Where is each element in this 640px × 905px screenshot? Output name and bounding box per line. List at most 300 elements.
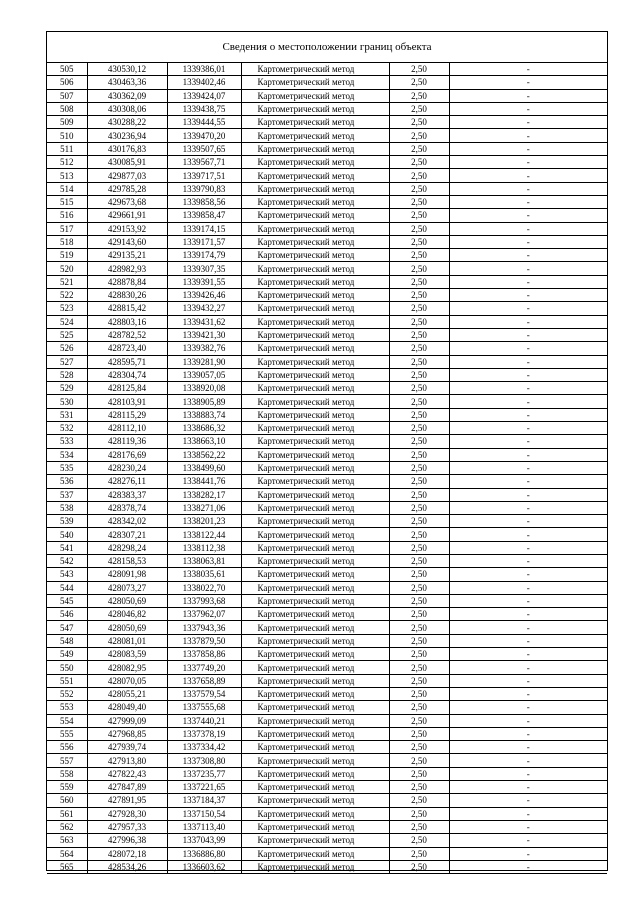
accuracy-cell: 2,50 xyxy=(389,475,449,488)
accuracy-cell: 2,50 xyxy=(389,501,449,514)
method-cell: Картометрический метод xyxy=(241,382,389,395)
y-coordinate-cell: 1339421,30 xyxy=(167,328,241,341)
accuracy-cell: 2,50 xyxy=(389,608,449,621)
y-coordinate-cell: 1337658,89 xyxy=(167,674,241,687)
point-number-cell: 544 xyxy=(47,581,87,594)
description-cell: - xyxy=(449,727,607,740)
method-cell: Картометрический метод xyxy=(241,488,389,501)
table-row xyxy=(47,302,607,315)
table-row xyxy=(47,129,607,142)
x-coordinate-cell: 428112,10 xyxy=(87,422,167,435)
point-number-cell: 508 xyxy=(47,102,87,115)
point-number-cell: 530 xyxy=(47,395,87,408)
method-cell: Картометрический метод xyxy=(241,435,389,448)
point-number-cell: 545 xyxy=(47,594,87,607)
description-cell: - xyxy=(449,408,607,421)
y-coordinate-cell: 1336603,62 xyxy=(167,860,241,873)
x-coordinate-cell: 430463,36 xyxy=(87,76,167,89)
method-cell: Картометрический метод xyxy=(241,701,389,714)
description-cell: - xyxy=(449,249,607,262)
accuracy-cell: 2,50 xyxy=(389,209,449,222)
accuracy-cell: 2,50 xyxy=(389,422,449,435)
accuracy-cell: 2,50 xyxy=(389,408,449,421)
x-coordinate-cell: 428091,98 xyxy=(87,568,167,581)
description-cell: - xyxy=(449,328,607,341)
x-coordinate-cell: 430236,94 xyxy=(87,129,167,142)
x-coordinate-cell: 429673,68 xyxy=(87,195,167,208)
point-number-cell: 521 xyxy=(47,275,87,288)
x-coordinate-cell: 427939,74 xyxy=(87,741,167,754)
y-coordinate-cell: 1338122,44 xyxy=(167,528,241,541)
method-cell: Картометрический метод xyxy=(241,422,389,435)
table-row xyxy=(47,581,607,594)
coordinates-table xyxy=(47,63,607,874)
table-row xyxy=(47,89,607,102)
x-coordinate-cell: 428298,24 xyxy=(87,541,167,554)
description-cell: - xyxy=(449,368,607,381)
method-cell: Картометрический метод xyxy=(241,129,389,142)
table-row xyxy=(47,315,607,328)
description-cell: - xyxy=(449,661,607,674)
y-coordinate-cell: 1339438,75 xyxy=(167,102,241,115)
accuracy-cell: 2,50 xyxy=(389,515,449,528)
y-coordinate-cell: 1337879,50 xyxy=(167,634,241,647)
table-row xyxy=(47,169,607,182)
table-row xyxy=(47,116,607,129)
accuracy-cell: 2,50 xyxy=(389,621,449,634)
method-cell: Картометрический метод xyxy=(241,741,389,754)
x-coordinate-cell: 428723,40 xyxy=(87,342,167,355)
accuracy-cell: 2,50 xyxy=(389,302,449,315)
accuracy-cell: 2,50 xyxy=(389,714,449,727)
accuracy-cell: 2,50 xyxy=(389,754,449,767)
method-cell: Картометрический метод xyxy=(241,528,389,541)
x-coordinate-cell: 429143,60 xyxy=(87,235,167,248)
y-coordinate-cell: 1337235,77 xyxy=(167,767,241,780)
table-row xyxy=(47,794,607,807)
x-coordinate-cell: 428595,71 xyxy=(87,355,167,368)
method-cell: Картометрический метод xyxy=(241,727,389,740)
description-cell: - xyxy=(449,594,607,607)
method-cell: Картометрический метод xyxy=(241,116,389,129)
accuracy-cell: 2,50 xyxy=(389,169,449,182)
y-coordinate-cell: 1337150,54 xyxy=(167,807,241,820)
accuracy-cell: 2,50 xyxy=(389,594,449,607)
x-coordinate-cell: 428082,95 xyxy=(87,661,167,674)
description-cell: - xyxy=(449,794,607,807)
x-coordinate-cell: 428158,53 xyxy=(87,554,167,567)
y-coordinate-cell: 1337334,42 xyxy=(167,741,241,754)
accuracy-cell: 2,50 xyxy=(389,182,449,195)
y-coordinate-cell: 1337043,99 xyxy=(167,834,241,847)
point-number-cell: 553 xyxy=(47,701,87,714)
point-number-cell: 532 xyxy=(47,422,87,435)
method-cell: Картометрический метод xyxy=(241,687,389,700)
x-coordinate-cell: 429661,91 xyxy=(87,209,167,222)
y-coordinate-cell: 1339431,62 xyxy=(167,315,241,328)
point-number-cell: 534 xyxy=(47,448,87,461)
description-cell: - xyxy=(449,195,607,208)
description-cell: - xyxy=(449,674,607,687)
point-number-cell: 554 xyxy=(47,714,87,727)
method-cell: Картометрический метод xyxy=(241,156,389,169)
accuracy-cell: 2,50 xyxy=(389,860,449,873)
description-cell: - xyxy=(449,475,607,488)
table-row xyxy=(47,687,607,700)
point-number-cell: 524 xyxy=(47,315,87,328)
accuracy-cell: 2,50 xyxy=(389,328,449,341)
point-number-cell: 523 xyxy=(47,302,87,315)
description-cell: - xyxy=(449,754,607,767)
table-row xyxy=(47,475,607,488)
accuracy-cell: 2,50 xyxy=(389,834,449,847)
point-number-cell: 542 xyxy=(47,554,87,567)
table-title: Сведения о местоположении границ объекта xyxy=(47,32,607,63)
accuracy-cell: 2,50 xyxy=(389,116,449,129)
table-row xyxy=(47,408,607,421)
table-row xyxy=(47,275,607,288)
y-coordinate-cell: 1337749,20 xyxy=(167,661,241,674)
x-coordinate-cell: 428276,11 xyxy=(87,475,167,488)
x-coordinate-cell: 427999,09 xyxy=(87,714,167,727)
description-cell: - xyxy=(449,182,607,195)
point-number-cell: 509 xyxy=(47,116,87,129)
point-number-cell: 550 xyxy=(47,661,87,674)
point-number-cell: 514 xyxy=(47,182,87,195)
accuracy-cell: 2,50 xyxy=(389,781,449,794)
method-cell: Картометрический метод xyxy=(241,195,389,208)
point-number-cell: 555 xyxy=(47,727,87,740)
accuracy-cell: 2,50 xyxy=(389,355,449,368)
method-cell: Картометрический метод xyxy=(241,461,389,474)
point-number-cell: 551 xyxy=(47,674,87,687)
table-row xyxy=(47,222,607,235)
y-coordinate-cell: 1339171,57 xyxy=(167,235,241,248)
table-row xyxy=(47,594,607,607)
method-cell: Картометрический метод xyxy=(241,63,389,76)
table-row xyxy=(47,714,607,727)
point-number-cell: 556 xyxy=(47,741,87,754)
point-number-cell: 557 xyxy=(47,754,87,767)
table-row xyxy=(47,262,607,275)
x-coordinate-cell: 428125,84 xyxy=(87,382,167,395)
point-number-cell: 543 xyxy=(47,568,87,581)
accuracy-cell: 2,50 xyxy=(389,289,449,302)
table-row xyxy=(47,847,607,860)
y-coordinate-cell: 1339567,71 xyxy=(167,156,241,169)
y-coordinate-cell: 1338905,89 xyxy=(167,395,241,408)
point-number-cell: 548 xyxy=(47,634,87,647)
point-number-cell: 537 xyxy=(47,488,87,501)
method-cell: Картометрический метод xyxy=(241,368,389,381)
x-coordinate-cell: 430176,83 xyxy=(87,142,167,155)
x-coordinate-cell: 430362,09 xyxy=(87,89,167,102)
table-row xyxy=(47,461,607,474)
point-number-cell: 526 xyxy=(47,342,87,355)
description-cell: - xyxy=(449,781,607,794)
y-coordinate-cell: 1339057,05 xyxy=(167,368,241,381)
x-coordinate-cell: 430308,06 xyxy=(87,102,167,115)
description-cell: - xyxy=(449,701,607,714)
y-coordinate-cell: 1337993,68 xyxy=(167,594,241,607)
description-cell: - xyxy=(449,63,607,76)
point-number-cell: 536 xyxy=(47,475,87,488)
x-coordinate-cell: 428176,69 xyxy=(87,448,167,461)
point-number-cell: 560 xyxy=(47,794,87,807)
description-cell: - xyxy=(449,461,607,474)
point-number-cell: 510 xyxy=(47,129,87,142)
method-cell: Картометрический метод xyxy=(241,515,389,528)
point-number-cell: 563 xyxy=(47,834,87,847)
table-row xyxy=(47,249,607,262)
accuracy-cell: 2,50 xyxy=(389,554,449,567)
y-coordinate-cell: 1338441,76 xyxy=(167,475,241,488)
table-row xyxy=(47,807,607,820)
y-coordinate-cell: 1337555,68 xyxy=(167,701,241,714)
method-cell: Картометрический метод xyxy=(241,581,389,594)
description-cell: - xyxy=(449,714,607,727)
table-row xyxy=(47,674,607,687)
accuracy-cell: 2,50 xyxy=(389,794,449,807)
x-coordinate-cell: 428103,91 xyxy=(87,395,167,408)
point-number-cell: 538 xyxy=(47,501,87,514)
method-cell: Картометрический метод xyxy=(241,834,389,847)
method-cell: Картометрический метод xyxy=(241,169,389,182)
point-number-cell: 546 xyxy=(47,608,87,621)
y-coordinate-cell: 1338022,70 xyxy=(167,581,241,594)
x-coordinate-cell: 430530,12 xyxy=(87,63,167,76)
y-coordinate-cell: 1339386,01 xyxy=(167,63,241,76)
x-coordinate-cell: 429877,03 xyxy=(87,169,167,182)
method-cell: Картометрический метод xyxy=(241,342,389,355)
y-coordinate-cell: 1339402,46 xyxy=(167,76,241,89)
description-cell: - xyxy=(449,422,607,435)
table-row xyxy=(47,568,607,581)
x-coordinate-cell: 428115,29 xyxy=(87,408,167,421)
y-coordinate-cell: 1338282,17 xyxy=(167,488,241,501)
description-cell: - xyxy=(449,235,607,248)
point-number-cell: 527 xyxy=(47,355,87,368)
description-cell: - xyxy=(449,608,607,621)
x-coordinate-cell: 428119,36 xyxy=(87,435,167,448)
y-coordinate-cell: 1337378,19 xyxy=(167,727,241,740)
x-coordinate-cell: 428830,26 xyxy=(87,289,167,302)
y-coordinate-cell: 1339391,55 xyxy=(167,275,241,288)
method-cell: Картометрический метод xyxy=(241,182,389,195)
description-cell: - xyxy=(449,847,607,860)
method-cell: Картометрический метод xyxy=(241,142,389,155)
x-coordinate-cell: 427928,30 xyxy=(87,807,167,820)
table-row xyxy=(47,209,607,222)
x-coordinate-cell: 428230,24 xyxy=(87,461,167,474)
point-number-cell: 539 xyxy=(47,515,87,528)
table-row xyxy=(47,182,607,195)
x-coordinate-cell: 427957,33 xyxy=(87,820,167,833)
method-cell: Картометрический метод xyxy=(241,475,389,488)
y-coordinate-cell: 1338112,38 xyxy=(167,541,241,554)
method-cell: Картометрический метод xyxy=(241,674,389,687)
point-number-cell: 564 xyxy=(47,847,87,860)
x-coordinate-cell: 428050,69 xyxy=(87,621,167,634)
method-cell: Картометрический метод xyxy=(241,860,389,873)
x-coordinate-cell: 427996,38 xyxy=(87,834,167,847)
y-coordinate-cell: 1337113,40 xyxy=(167,820,241,833)
description-cell: - xyxy=(449,767,607,780)
description-cell: - xyxy=(449,687,607,700)
description-cell: - xyxy=(449,315,607,328)
accuracy-cell: 2,50 xyxy=(389,76,449,89)
method-cell: Картометрический метод xyxy=(241,448,389,461)
accuracy-cell: 2,50 xyxy=(389,142,449,155)
table-row xyxy=(47,156,607,169)
table-row xyxy=(47,501,607,514)
description-cell: - xyxy=(449,501,607,514)
point-number-cell: 565 xyxy=(47,860,87,873)
point-number-cell: 515 xyxy=(47,195,87,208)
point-number-cell: 549 xyxy=(47,648,87,661)
accuracy-cell: 2,50 xyxy=(389,687,449,700)
method-cell: Картометрический метод xyxy=(241,594,389,607)
method-cell: Картометрический метод xyxy=(241,820,389,833)
x-coordinate-cell: 429153,92 xyxy=(87,222,167,235)
point-number-cell: 511 xyxy=(47,142,87,155)
description-cell: - xyxy=(449,382,607,395)
description-cell: - xyxy=(449,807,607,820)
accuracy-cell: 2,50 xyxy=(389,129,449,142)
x-coordinate-cell: 428982,93 xyxy=(87,262,167,275)
point-number-cell: 519 xyxy=(47,249,87,262)
description-cell: - xyxy=(449,834,607,847)
point-number-cell: 517 xyxy=(47,222,87,235)
y-coordinate-cell: 1336886,80 xyxy=(167,847,241,860)
accuracy-cell: 2,50 xyxy=(389,195,449,208)
x-coordinate-cell: 430085,91 xyxy=(87,156,167,169)
x-coordinate-cell: 428070,05 xyxy=(87,674,167,687)
method-cell: Картометрический метод xyxy=(241,608,389,621)
table-row xyxy=(47,342,607,355)
x-coordinate-cell: 427968,85 xyxy=(87,727,167,740)
y-coordinate-cell: 1339507,65 xyxy=(167,142,241,155)
method-cell: Картометрический метод xyxy=(241,634,389,647)
y-coordinate-cell: 1339858,56 xyxy=(167,195,241,208)
table-row xyxy=(47,289,607,302)
y-coordinate-cell: 1337440,21 xyxy=(167,714,241,727)
table-row xyxy=(47,767,607,780)
y-coordinate-cell: 1339424,07 xyxy=(167,89,241,102)
table-row xyxy=(47,741,607,754)
description-cell: - xyxy=(449,581,607,594)
table-row xyxy=(47,382,607,395)
description-cell: - xyxy=(449,435,607,448)
point-number-cell: 505 xyxy=(47,63,87,76)
accuracy-cell: 2,50 xyxy=(389,235,449,248)
x-coordinate-cell: 427847,89 xyxy=(87,781,167,794)
description-cell: - xyxy=(449,634,607,647)
point-number-cell: 562 xyxy=(47,820,87,833)
accuracy-cell: 2,50 xyxy=(389,222,449,235)
y-coordinate-cell: 1338686,32 xyxy=(167,422,241,435)
y-coordinate-cell: 1339382,76 xyxy=(167,342,241,355)
method-cell: Картометрический метод xyxy=(241,621,389,634)
x-coordinate-cell: 428378,74 xyxy=(87,501,167,514)
description-cell: - xyxy=(449,395,607,408)
method-cell: Картометрический метод xyxy=(241,781,389,794)
y-coordinate-cell: 1339174,15 xyxy=(167,222,241,235)
description-cell: - xyxy=(449,342,607,355)
y-coordinate-cell: 1338920,08 xyxy=(167,382,241,395)
accuracy-cell: 2,50 xyxy=(389,315,449,328)
point-number-cell: 518 xyxy=(47,235,87,248)
table-row xyxy=(47,701,607,714)
x-coordinate-cell: 427822,43 xyxy=(87,767,167,780)
method-cell: Картометрический метод xyxy=(241,76,389,89)
table-row xyxy=(47,634,607,647)
method-cell: Картометрический метод xyxy=(241,328,389,341)
accuracy-cell: 2,50 xyxy=(389,89,449,102)
point-number-cell: 525 xyxy=(47,328,87,341)
accuracy-cell: 2,50 xyxy=(389,156,449,169)
accuracy-cell: 2,50 xyxy=(389,674,449,687)
description-cell: - xyxy=(449,169,607,182)
y-coordinate-cell: 1337221,65 xyxy=(167,781,241,794)
description-cell: - xyxy=(449,860,607,873)
table-row xyxy=(47,754,607,767)
y-coordinate-cell: 1337184,37 xyxy=(167,794,241,807)
accuracy-cell: 2,50 xyxy=(389,435,449,448)
table-row xyxy=(47,395,607,408)
x-coordinate-cell: 428307,21 xyxy=(87,528,167,541)
table-row xyxy=(47,834,607,847)
y-coordinate-cell: 1339281,90 xyxy=(167,355,241,368)
x-coordinate-cell: 428815,42 xyxy=(87,302,167,315)
method-cell: Картометрический метод xyxy=(241,648,389,661)
point-number-cell: 522 xyxy=(47,289,87,302)
table-row xyxy=(47,368,607,381)
table-row xyxy=(47,554,607,567)
accuracy-cell: 2,50 xyxy=(389,820,449,833)
description-cell: - xyxy=(449,355,607,368)
y-coordinate-cell: 1338499,60 xyxy=(167,461,241,474)
x-coordinate-cell: 428304,74 xyxy=(87,368,167,381)
table-row xyxy=(47,102,607,115)
description-cell: - xyxy=(449,142,607,155)
method-cell: Картометрический метод xyxy=(241,355,389,368)
y-coordinate-cell: 1339717,51 xyxy=(167,169,241,182)
description-cell: - xyxy=(449,302,607,315)
point-number-cell: 561 xyxy=(47,807,87,820)
x-coordinate-cell: 428055,21 xyxy=(87,687,167,700)
accuracy-cell: 2,50 xyxy=(389,767,449,780)
table-row xyxy=(47,448,607,461)
y-coordinate-cell: 1338271,06 xyxy=(167,501,241,514)
description-cell: - xyxy=(449,448,607,461)
y-coordinate-cell: 1338063,81 xyxy=(167,554,241,567)
point-number-cell: 540 xyxy=(47,528,87,541)
point-number-cell: 552 xyxy=(47,687,87,700)
description-cell: - xyxy=(449,222,607,235)
accuracy-cell: 2,50 xyxy=(389,741,449,754)
y-coordinate-cell: 1339174,79 xyxy=(167,249,241,262)
x-coordinate-cell: 430288,22 xyxy=(87,116,167,129)
table-row xyxy=(47,661,607,674)
description-cell: - xyxy=(449,76,607,89)
accuracy-cell: 2,50 xyxy=(389,249,449,262)
description-cell: - xyxy=(449,528,607,541)
method-cell: Картометрический метод xyxy=(241,794,389,807)
description-cell: - xyxy=(449,488,607,501)
accuracy-cell: 2,50 xyxy=(389,648,449,661)
description-cell: - xyxy=(449,554,607,567)
